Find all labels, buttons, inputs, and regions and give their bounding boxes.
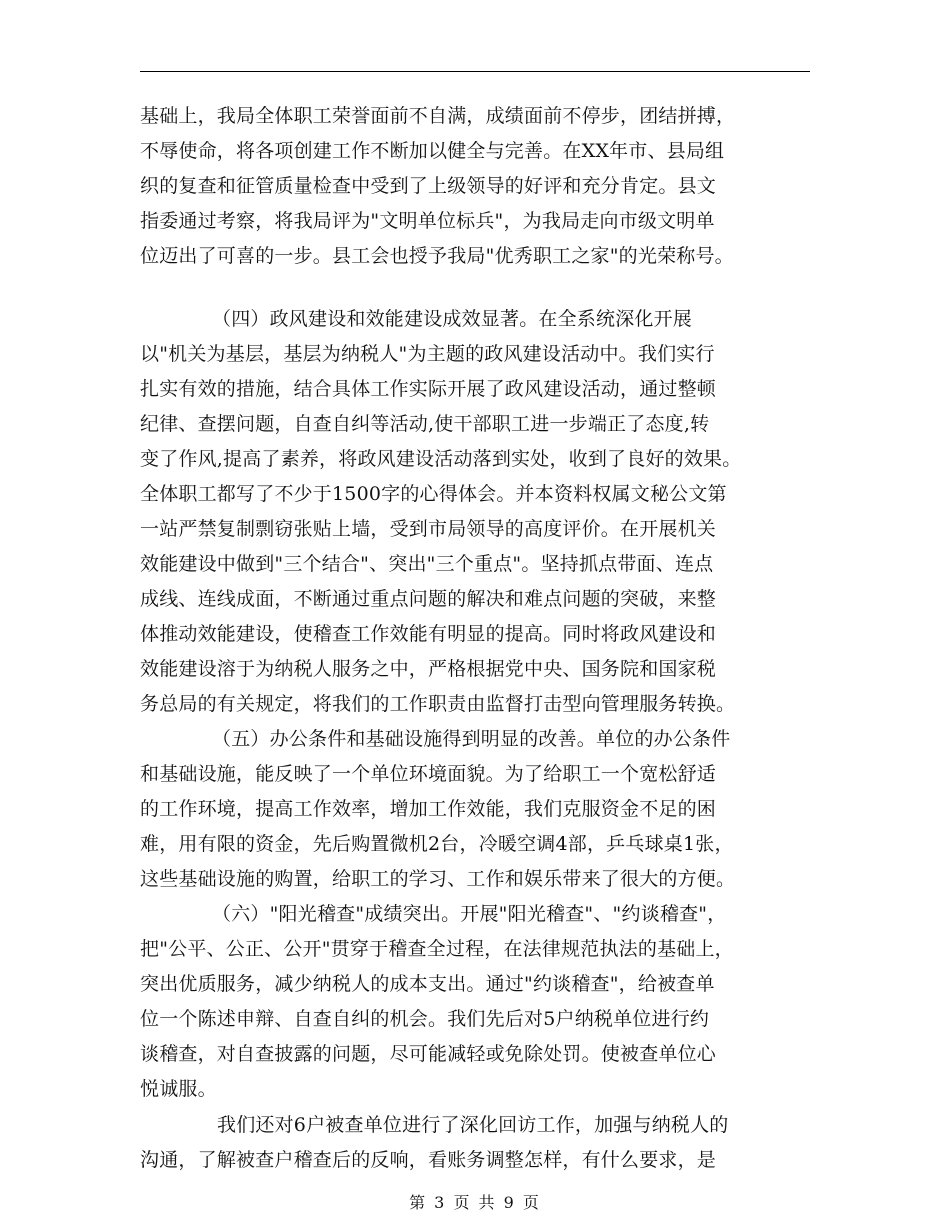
paragraph-start-line: 我们还对6户被查单位进行了深化回访工作，加强与纳税人的 [217,1114,729,1136]
text-line: 谈稽查，对自查披露的问题，尽可能减轻或免除处罚。使被查单位心 [140,1043,717,1065]
text-line: 全体职工都写了不少于1500字的心得体会。并本资料权属文秘公文第 [140,483,727,505]
text-line: 变了作风,提高了素养，将政风建设活动落到实处，收到了良好的效果。 [140,448,742,470]
text-line: 不辱使命，将各项创建工作不断加以健全与完善。在XX年市、县局组 [140,140,725,162]
section-heading-four: （四）政风建设和效能建设成效显著。在全系统深化开展 [212,308,693,330]
text-line: 指委通过考察，将我局评为"文明单位标兵"，为我局走向市级文明单 [140,210,715,232]
section-heading-six: （六）"阳光稽查"成绩突出。开展"阳光稽查"、"约谈稽查"， [212,903,727,925]
text-line: 一站严禁复制剽窃张贴上墙，受到市局领导的高度评价。在开展机关 [140,518,717,540]
text-line: 以"机关为基层，基层为纳税人"为主题的政风建设活动中。我们实行 [140,343,715,365]
text-line: 织的复查和征管质量检查中受到了上级领导的好评和充分肯定。县文 [140,175,717,197]
text-line: 位一个陈述申辩、自查自纠的机会。我们先后对5户纳税单位进行约 [140,1008,710,1030]
text-line: 突出优质服务，减少纳税人的成本支出。通过"约谈稽查"，给被查单 [140,973,715,995]
text-line: 的工作环境，提高工作效率，增加工作效能，我们克服资金不足的困 [140,798,717,820]
text-line: 难，用有限的资金，先后购置微机2台，冷暖空调4部，乒乓球桌1张， [140,833,734,855]
text-line: 基础上，我局全体职工荣誉面前不自满，成绩面前不停步，团结拼搏， [140,105,736,127]
section-heading-five: （五）办公条件和基础设施得到明显的改善。单位的办公条件 [212,728,731,750]
text-line: 把"公平、公正、公开"贯穿于稽查全过程，在法律规范执法的基础上， [140,938,734,960]
text-line: 成线、连线成面，不断通过重点问题的解决和难点问题的突破，来整 [140,588,717,610]
text-line: 体推动效能建设，使稽查工作效能有明显的提高。同时将政风建设和 [140,623,717,645]
text-line: 扎实有效的措施，结合具体工作实际开展了政风建设活动，通过整顿 [140,378,717,400]
text-line: 效能建设溶于为纳税人服务之中，严格根据党中央、国务院和国家税 [140,658,717,680]
text-line: 务总局的有关规定，将我们的工作职责由监督打击型向管理服务转换。 [140,693,736,715]
text-line: 位迈出了可喜的一步。县工会也授予我局"优秀职工之家"的光荣称号。 [140,245,734,267]
text-line: 沟通，了解被查户稽查后的反响，看账务调整怎样，有什么要求，是 [140,1149,717,1171]
text-line: 效能建设中做到"三个结合"、突出"三个重点"。坚持抓点带面、连点 [140,553,714,575]
text-line: 纪律、查摆问题，自查自纠等活动,使干部职工进一步端正了态度,转 [140,413,710,435]
text-line: 和基础设施，能反映了一个单位环境面貌。为了给职工一个宽松舒适 [140,763,717,785]
text-line: 这些基础设施的购置，给职工的学习、工作和娱乐带来了很大的方便。 [140,868,736,890]
page-number-footer: 第 3 页 共 9 页 [409,1193,541,1212]
text-line: 悦诚服。 [140,1078,217,1100]
